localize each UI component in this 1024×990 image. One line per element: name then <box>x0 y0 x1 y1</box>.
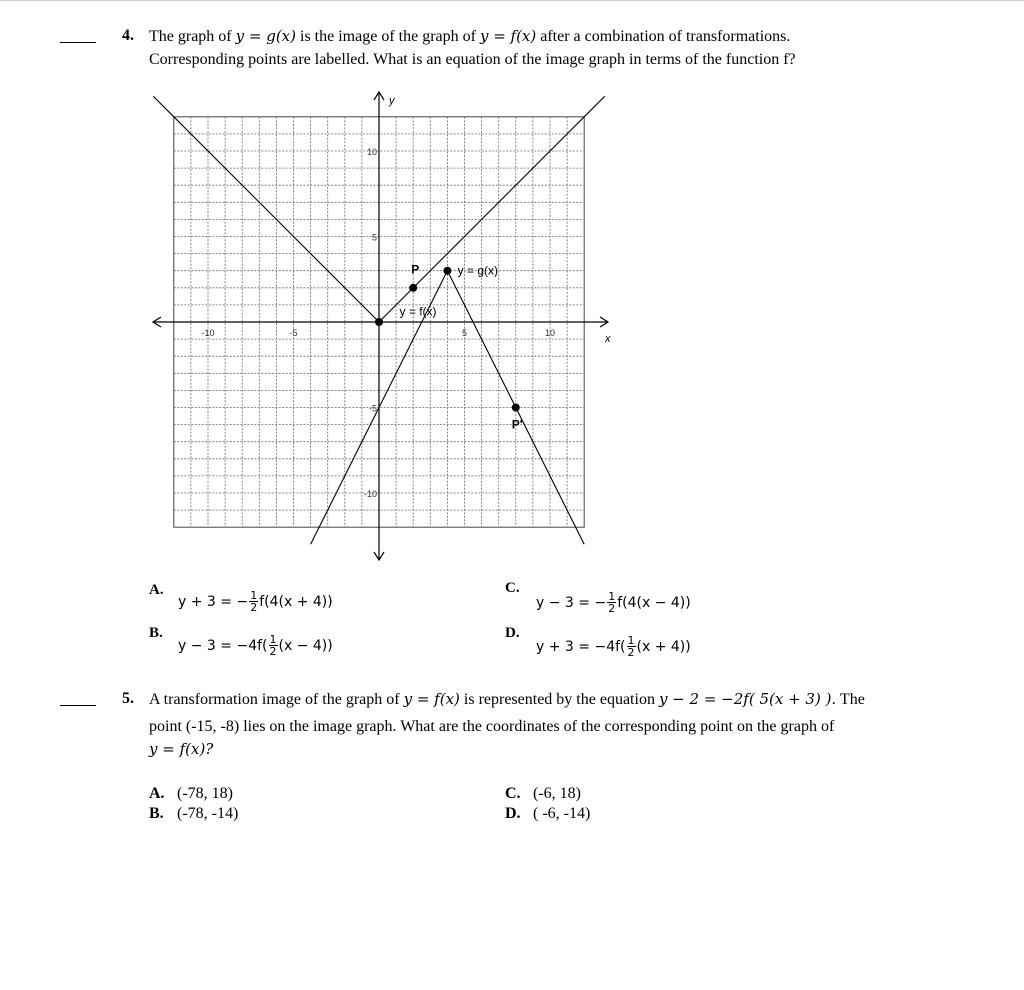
q4-option-c-equation[interactable] <box>536 591 691 614</box>
q4-option-b-equation[interactable] <box>178 634 333 657</box>
question-5-line-2: point (-15, -8) lies on the image graph. What are the coordinates of the corresponding point on the graph of <box>149 718 835 735</box>
q4-option-b-label[interactable]: B. <box>149 625 163 641</box>
point-label-p-prime: P' <box>511 417 523 432</box>
q5-answer-c-text: (-6, 18) <box>533 785 581 802</box>
q4-option-d-label[interactable]: D. <box>505 625 520 641</box>
tick-label-x-neg5: -5 <box>289 328 298 338</box>
tick-label-y-10: 10 <box>366 147 377 157</box>
q4-option-d-coef: −4f( <box>594 638 626 655</box>
question-5-line-1 <box>149 690 865 709</box>
question-4-line-2: Corresponding points are labelled. What is an equation of the image graph in terms of the function f? <box>149 51 796 68</box>
q4-option-b-frac-den: 2 <box>269 645 277 658</box>
q4-text-pre: The graph of <box>149 28 232 45</box>
q4-option-c-label[interactable]: C. <box>505 580 520 596</box>
q5-answer-a-text: (-78, 18) <box>177 785 233 802</box>
q4-option-d-func: (x + 4)) <box>636 638 691 655</box>
q5-answer-b-label: B. <box>149 805 164 822</box>
q4-option-d-frac-num: 1 <box>627 634 635 647</box>
answer-blank-q4[interactable] <box>60 42 96 43</box>
graph-axes <box>153 92 608 560</box>
point-vertex <box>443 267 451 275</box>
curve-label-g: y = g(x) <box>457 263 499 278</box>
tick-label-y-neg10: -10 <box>363 489 377 499</box>
q5-answer-c-label: C. <box>505 785 521 802</box>
q5-text-post: The <box>839 691 865 708</box>
q4-option-b-func: (x − 4)) <box>278 637 333 654</box>
transformation-graph <box>150 90 620 568</box>
question-4-line-1 <box>149 27 790 46</box>
q4-option-c-func: f(4(x − 4)) <box>617 594 691 611</box>
point-origin <box>375 318 383 326</box>
q5-text-pre: A transformation image of the graph of <box>149 691 400 708</box>
q5-answer-a[interactable] <box>149 785 233 803</box>
tick-label-x-neg10: -10 <box>201 328 215 338</box>
q4-option-d-frac-den: 2 <box>627 646 635 659</box>
q4-equation-f: y = f(x) <box>479 27 537 45</box>
q4-option-d-fraction <box>627 635 636 658</box>
q5-answer-d-text: ( -6, -14) <box>533 805 591 822</box>
q4-option-c-fraction <box>607 591 616 614</box>
point-p <box>409 284 417 292</box>
q5-text-mid: is represented by the equation <box>463 691 655 708</box>
q5-equation-f: y = f(x) <box>403 690 460 708</box>
q5-answer-d[interactable] <box>505 805 590 823</box>
q4-option-d-lhs: y + 3 = <box>536 638 591 655</box>
q4-text-post: after a combination of transformations. <box>540 28 791 45</box>
q4-option-d-equation[interactable] <box>536 635 691 658</box>
q5-answer-b-text: (-78, -14) <box>177 805 239 822</box>
tick-label-x-5: 5 <box>461 328 468 338</box>
series-line-f-ext-left <box>153 96 174 117</box>
tick-label-x-10: 10 <box>544 328 556 338</box>
tick-label-y-neg5: -5 <box>368 403 377 414</box>
curve-label-f: y = f(x) <box>399 304 437 319</box>
series-line-f-ext-right <box>584 96 605 117</box>
q4-option-c-frac-den: 2 <box>608 602 616 615</box>
q4-option-c-frac-num: 1 <box>608 590 616 603</box>
q4-option-c-coef: − <box>594 594 607 611</box>
x-axis-label: x <box>605 333 611 345</box>
q5-equation-image: y − 2 = −2f( 5(x + 3) ). <box>658 690 837 708</box>
answer-blank-q5[interactable] <box>60 705 96 706</box>
q4-text-mid: is the image of the graph of <box>300 28 476 45</box>
tick-label-y-5: 5 <box>371 232 377 243</box>
q4-option-b-coef: −4f( <box>236 637 268 654</box>
q4-option-a-frac-den: 2 <box>250 601 258 614</box>
q4-option-c-lhs: y − 3 = <box>536 594 591 611</box>
q4-option-b-fraction <box>269 634 278 657</box>
q4-option-a-fraction <box>249 590 258 613</box>
question-5-number: 5. <box>122 690 134 707</box>
point-p-prime <box>512 404 520 412</box>
q4-option-a-lhs: y + 3 = <box>178 593 233 610</box>
q4-option-a-frac-num: 1 <box>250 589 258 602</box>
q4-option-b-lhs: y − 3 = <box>178 637 233 654</box>
q5-answer-b[interactable] <box>149 805 238 823</box>
q4-option-a-equation[interactable] <box>178 590 333 613</box>
page-top-border <box>0 0 1024 1</box>
q5-answer-d-label: D. <box>505 805 521 822</box>
y-axis-label: y <box>389 95 395 107</box>
q4-option-a-coef: − <box>236 593 249 610</box>
q5-answer-c[interactable] <box>505 785 581 803</box>
question-4-number: 4. <box>122 27 134 44</box>
q5-answer-a-label: A. <box>149 785 165 802</box>
question-5-line-3: y = f(x)? <box>149 740 214 758</box>
q4-option-a-func: f(4(x + 4)) <box>259 593 333 610</box>
q4-option-a-label[interactable]: A. <box>149 582 164 598</box>
q4-option-b-frac-num: 1 <box>269 633 277 646</box>
q4-equation-g: y = g(x) <box>235 27 296 45</box>
point-label-p: P <box>411 262 420 277</box>
